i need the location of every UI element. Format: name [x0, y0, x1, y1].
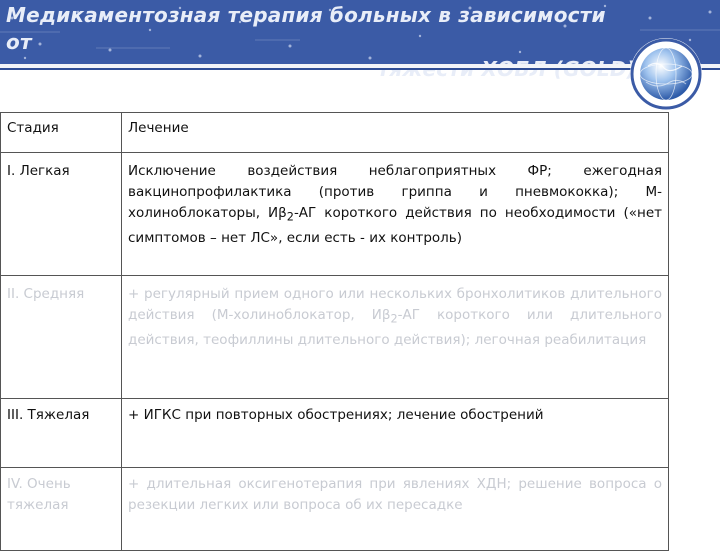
slide-title [6, 2, 636, 83]
slide-header [0, 0, 720, 64]
stage-cell: II. Средняя [1, 276, 122, 399]
slide-title-line-1: Медикаментозная терапия больных в зависимости от [6, 3, 606, 54]
column-header-stage: Стадия [1, 113, 122, 153]
table-row [1, 468, 669, 551]
treatment-cell: + длительная оксигенотерапия при явлениях ХДН; решение вопроса о резекции легких или вопроса об их пересадке [122, 468, 669, 551]
treatment-table [0, 112, 669, 551]
column-header-treatment: Лечение [122, 113, 669, 153]
stage-cell: III. Тяжелая [1, 399, 122, 468]
stage-cell: I. Легкая [1, 153, 122, 276]
table-header-row [1, 113, 669, 153]
treatment-cell: + ИГКС при повторных обострениях; лечение обострений [122, 399, 669, 468]
table-row [1, 153, 669, 276]
treatment-cell: Исключение воздействия неблагоприятных ФР; ежегодная вакцинопрофилактика (против гриппа и пневмококка); М-холиноблокаторы, $И\beta_2-АГ$ короткого действия по необходимости («нет симптомов – нет ЛС», если есть - их контроль) [122, 153, 669, 276]
globe-icon [628, 36, 704, 112]
header-divider-dark [0, 68, 720, 70]
table-row [1, 399, 669, 468]
stage-cell: IV. Очень тяжелая [1, 468, 122, 551]
treatment-cell: + регулярный прием одного или нескольких бронхолитиков длительного действия (М-холиноблокатор, $И\beta_2-АГ$ короткого или длительного действия, теофиллины длительного действия); легочная реабилитация [122, 276, 669, 399]
table-row [1, 276, 669, 399]
